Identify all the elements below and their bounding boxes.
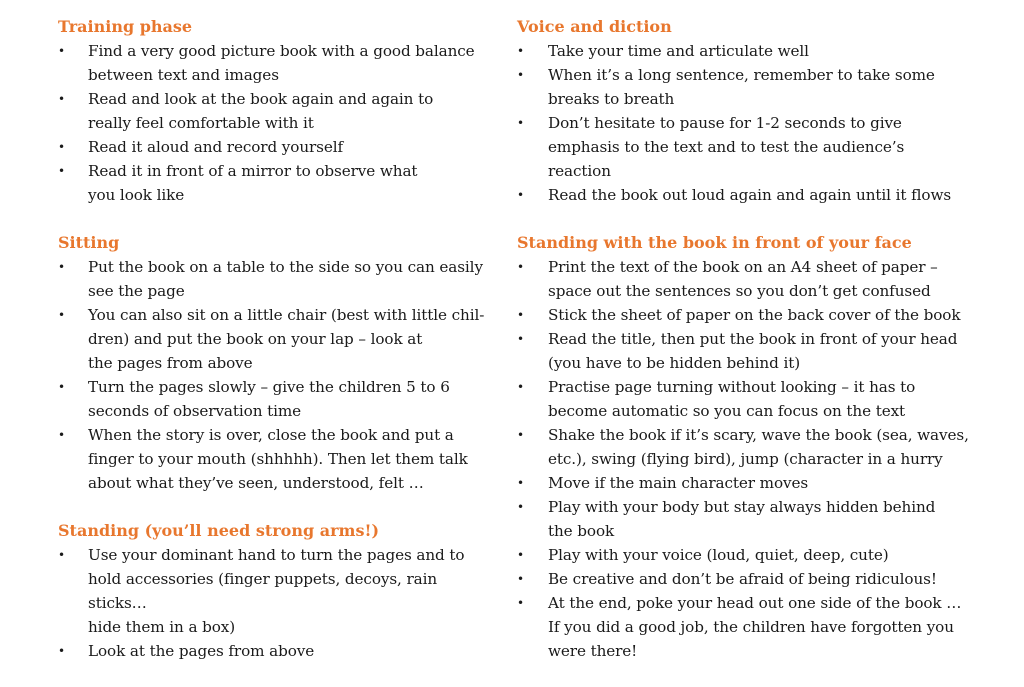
list-item: • Find a very good picture book with a good balance between text and images [58, 39, 498, 87]
section-standing-with-the-book-in-front-of-your-face [517, 231, 987, 663]
list-item: • Read it in front of a mirror to observe what you look like [58, 159, 498, 207]
list-item: • Print the text of the book on an A4 sheet of paper – space out the sentences so you don’t get confused [517, 255, 987, 303]
list-item: • At the end, poke your head out one side of the book … If you did a good job, the children have forgotten you were there! [517, 591, 987, 663]
section-voice-and-diction [517, 15, 987, 207]
right-column [517, 15, 987, 687]
section-standing-you-ll-need-strong-arms [58, 519, 498, 663]
section-heading: Sitting [58, 233, 120, 252]
list-item: • Play with your voice (loud, quiet, deep, cute) [517, 543, 987, 567]
section-heading: Standing with the book in front of your face [517, 233, 912, 252]
list-item: • Shake the book if it’s scary, wave the book (sea, waves, etc.), swing (flying bird), jump (character in a hurry [517, 423, 987, 471]
section-heading: Standing (you’ll need strong arms!) [58, 521, 380, 540]
list-item: • Take your time and articulate well [517, 39, 987, 63]
list-item: • Use your dominant hand to turn the pages and to hold accessories (finger puppets, decoys, rain sticks… hide them in a box) [58, 543, 498, 639]
list-item: • Don’t hesitate to pause for 1-2 seconds to give emphasis to the text and to test the audience’s reaction [517, 111, 987, 183]
left-column [58, 15, 498, 687]
list-item: • Be creative and don’t be afraid of being ridiculous! [517, 567, 987, 591]
list-item: • Put the book on a table to the side so you can easily see the page [58, 255, 498, 303]
list-item: • Turn the pages slowly – give the children 5 to 6 seconds of observation time [58, 375, 498, 423]
list-item: • Move if the main character moves [517, 471, 987, 495]
list-item: • Read it aloud and record yourself [58, 135, 498, 159]
list-item: • Practise page turning without looking – it has to become automatic so you can focus on the text [517, 375, 987, 423]
list-item: • Read the title, then put the book in front of your head (you have to be hidden behind it) [517, 327, 987, 375]
list-item: • Read and look at the book again and again to really feel comfortable with it [58, 87, 498, 135]
bullet-list [58, 543, 498, 663]
section-sitting [58, 231, 498, 495]
bullet-list [517, 39, 987, 207]
list-item: • Play with your body but stay always hidden behind the book [517, 495, 987, 543]
bullet-list [517, 255, 987, 663]
bullet-list [58, 255, 498, 495]
list-item: • When the story is over, close the book and put a finger to your mouth (shhhhh). Then let them talk about what they’ve seen, understood, felt … [58, 423, 498, 495]
bullet-list [58, 39, 498, 207]
list-item: • Read the book out loud again and again until it flows [517, 183, 987, 207]
section-heading: Voice and diction [517, 17, 672, 36]
list-item: • Stick the sheet of paper on the back cover of the book [517, 303, 987, 327]
list-item: • You can also sit on a little chair (best with little chil- dren) and put the book on your lap – look at the pages from above [58, 303, 498, 375]
list-item: • When it’s a long sentence, remember to take some breaks to breath [517, 63, 987, 111]
section-heading: Training phase [58, 17, 193, 36]
section-training-phase [58, 15, 498, 207]
list-item: • Look at the pages from above [58, 639, 498, 663]
